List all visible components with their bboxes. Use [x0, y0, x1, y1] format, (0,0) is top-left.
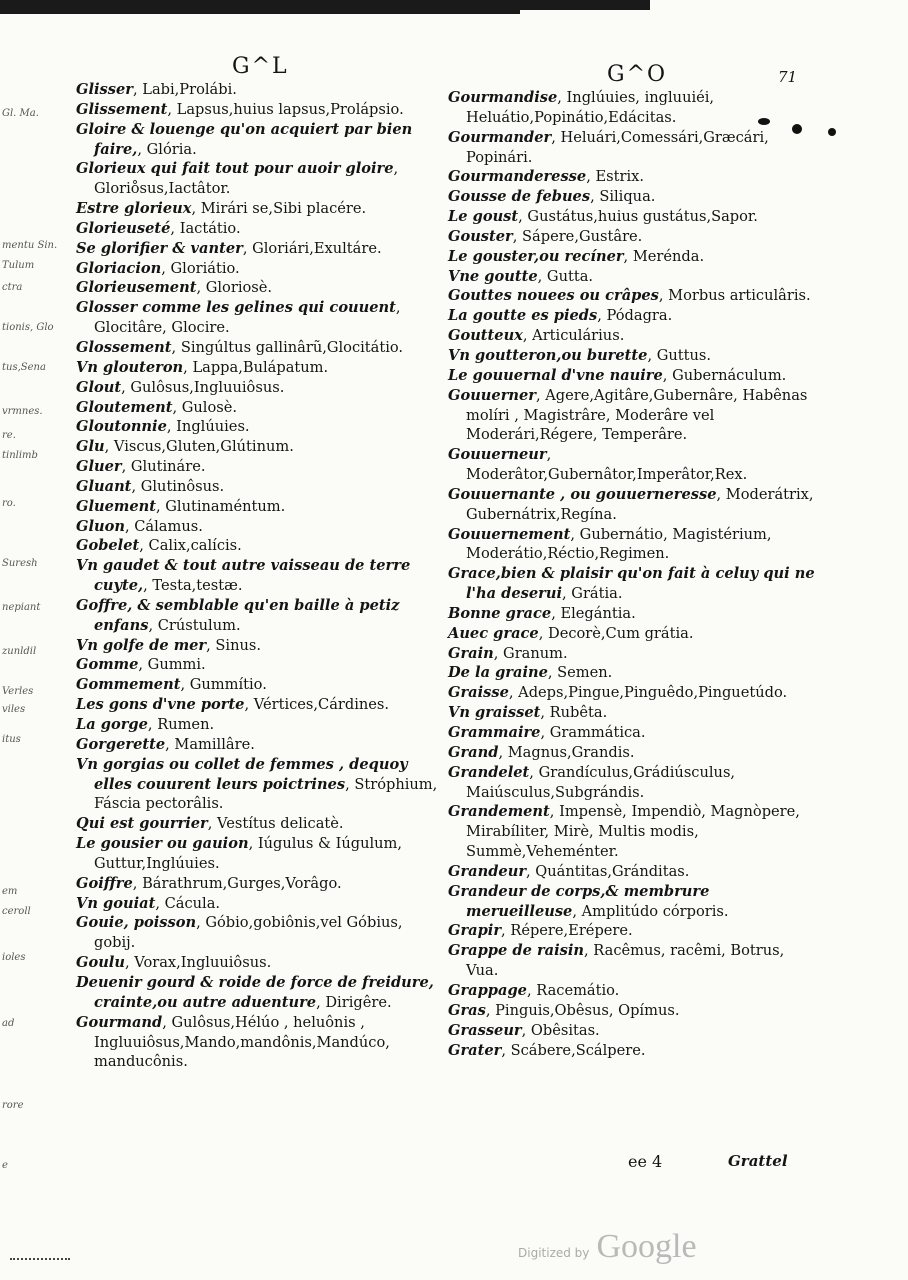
headword: Les gons d'vne porte — [76, 696, 245, 714]
running-head-left: G^L — [232, 54, 289, 79]
headword: Le gouuernal d'vne nauire — [448, 366, 663, 384]
scan-edge-shadow-2 — [520, 0, 650, 10]
dictionary-entry: Goulu, Vorax,Ingluuiôsus. — [76, 954, 272, 972]
dictionary-entry: Se glorifier & vanter, Gloriári,Exultáre. — [76, 239, 382, 257]
gutter-fragment: nepiant — [2, 602, 41, 613]
headword: Vn goutteron,ou burette — [448, 346, 648, 364]
dictionary-entry: Gluement, Glutinaméntum. — [76, 497, 286, 515]
latin-translation: Siliqua. — [599, 188, 656, 206]
latin-translation: Labi,Prolábi. — [142, 81, 237, 98]
digitized-label: Digitized by — [518, 1246, 590, 1260]
latin-translation: Glutinôsus. — [140, 477, 225, 495]
ink-blot — [828, 128, 836, 136]
latin-translation: Amplitúdo córporis. — [581, 902, 729, 920]
gutter-fragment: ad — [2, 1018, 15, 1029]
dictionary-entry: Goffre, & semblable qu'en baille à petiz enfans, Crústulum. — [76, 596, 400, 634]
gutter-fragment: Suresh — [2, 558, 38, 569]
dictionary-entry: Deuenir gourd & roide de force de freidure, crainte,ou autre aduenture, Dirigêre. — [76, 973, 434, 1011]
latin-translation: Gummi. — [147, 656, 206, 674]
gutter-fragment: ro. — [2, 498, 16, 509]
gutter-fragment: Tulum — [2, 260, 35, 271]
latin-translation: Obêsitas. — [530, 1021, 600, 1039]
headword: Auec grace — [448, 624, 539, 642]
latin-translation: Decorè,Cum grátia. — [548, 624, 694, 642]
headword: Glissement — [76, 100, 168, 118]
latin-translation: Mirári se,Sibi placére. — [200, 200, 367, 218]
headword: Glorieux qui fait tout pour auoir gloire — [76, 160, 394, 178]
dictionary-entry: Grapir, Répere,Erépere. — [448, 922, 633, 940]
headword: Grammaire — [448, 724, 541, 741]
headword: Vn graisset — [448, 704, 541, 722]
latin-translation: Viscus,Gluten,Glútinum. — [113, 438, 294, 456]
ink-blot — [758, 118, 770, 125]
latin-translation: Articulárius. — [532, 327, 625, 345]
latin-translation: Cácula. — [164, 894, 221, 912]
dictionary-entry: Vn golfe de mer, Sinus. — [76, 636, 262, 654]
headword: Gluement — [76, 497, 156, 515]
headword: Gobelet — [76, 537, 140, 555]
headword: Le gouster,ou recíner — [448, 247, 624, 265]
dictionary-entry: Gousse de febues, Siliqua. — [448, 188, 656, 206]
latin-translation: Grandículus,Grádiúsculus, Maiúsculus,Subgrándis. — [466, 763, 736, 801]
dictionary-entry: Gouuerner, Agere,Agitâre,Gubernâre, Habênas molíri , Magistrâre, Moderâre vel Moderári,Régere, Temperâre. — [448, 386, 808, 444]
latin-translation: Vértices,Cárdines. — [253, 696, 390, 714]
dictionary-entry: Gouie, poisson, Góbio,gobiônis,vel Góbius, gobij. — [76, 914, 403, 952]
headword: Grappage — [448, 981, 527, 999]
latin-translation: Adeps,Pingue,Pinguêdo,Pinguetúdo. — [518, 684, 788, 702]
headword: Bonne grace — [448, 604, 552, 622]
dictionary-entry: Goutteux, Articulárius. — [448, 327, 625, 345]
gutter-fragment: viles — [2, 704, 26, 715]
latin-translation: Crústulum. — [157, 616, 241, 634]
headword: Goutteux — [448, 327, 523, 345]
dictionary-entry: Glisser, Labi,Prolábi. — [76, 81, 237, 98]
headword: Grandeur de corps,& membrure merueilleuse — [448, 882, 710, 920]
headword: La goutte es pieds — [448, 307, 598, 325]
headword: Gloutonnie — [76, 418, 167, 436]
latin-translation: Glutinaméntum. — [165, 497, 286, 515]
latin-translation: Grátia. — [571, 585, 623, 603]
headword: Grapir — [448, 922, 502, 940]
gutter-fragment: ctra — [2, 282, 23, 293]
latin-translation: Granum. — [503, 644, 568, 662]
latin-translation: Quántitas,Gránditas. — [535, 862, 690, 880]
latin-translation: Moderâtor,Gubernâtor,Imperâtor,Rex. — [466, 466, 748, 484]
google-logo: Google — [596, 1228, 697, 1265]
latin-translation: Testa,testæ. — [152, 577, 243, 595]
dictionary-entry: Vn goutteron,ou burette, Guttus. — [448, 346, 712, 364]
headword: Grasseur — [448, 1021, 522, 1039]
dictionary-entry: Gommement, Gummítio. — [76, 676, 267, 694]
scan-edge-bottom — [10, 1258, 70, 1264]
gutter-fragment: em — [2, 886, 18, 897]
latin-translation: Lappa,Bulápatum. — [192, 358, 329, 376]
latin-translation: Gulôsus,Ingluuiôsus. — [130, 378, 285, 396]
gutter-fragment: ceroll — [2, 906, 31, 917]
latin-translation: Rumen. — [157, 716, 215, 733]
dictionary-entry: Gluer, Glutináre. — [76, 458, 206, 476]
headword: Qui est gourrier — [76, 815, 208, 833]
headword: Glosser comme les gelines qui couuent — [76, 299, 396, 317]
headword: Glossement — [76, 338, 172, 356]
dictionary-entry: Gloutonnie, Inglúuies. — [76, 418, 250, 436]
latin-translation: Gubernáculum. — [672, 366, 787, 384]
dictionary-entry: Gobelet, Calix,calícis. — [76, 537, 242, 555]
latin-translation: Semen. — [557, 664, 613, 682]
headword: Glorieusement — [76, 279, 197, 297]
latin-translation: Magnus,Grandis. — [507, 743, 635, 761]
dictionary-entry: Gomme, Gummi. — [76, 656, 206, 674]
latin-translation: Lapsus,huius lapsus,Prolápsio. — [176, 100, 404, 118]
dictionary-entry: Gouuerneur, Moderâtor,Gubernâtor,Imperâtor,Rex. — [448, 446, 748, 484]
latin-translation: Racêmus, racêmi, Botrus, Vua. — [466, 942, 785, 980]
latin-translation: Morbus articulâris. — [668, 287, 811, 305]
headword: De la graine — [448, 664, 548, 682]
headword: Vn gaudet & tout autre vaisseau de terre cuyte, — [76, 557, 411, 595]
latin-translation: Gummítio. — [189, 676, 267, 694]
dictionary-entry: La gorge, Rumen. — [76, 716, 215, 733]
dictionary-entry: Grasseur, Obêsitas. — [448, 1021, 600, 1039]
latin-translation: Moderátrix, Gubernátrix,Regína. — [466, 485, 814, 523]
headword: Gouie, poisson — [76, 914, 197, 932]
left-column — [76, 80, 438, 1072]
dictionary-entry: Grandeur, Quántitas,Gránditas. — [448, 862, 690, 880]
dictionary-entry: Gluon, Cálamus. — [76, 517, 203, 535]
gutter-fragment: vrmnes. — [2, 406, 43, 417]
dictionary-entry: Gouttes nouees ou crâpes, Morbus articulâris. — [448, 287, 811, 305]
headword: Le gousier ou gauion — [76, 835, 249, 853]
headword: Estre glorieux — [76, 200, 192, 218]
latin-translation: Estrix. — [595, 168, 644, 186]
dictionary-entry: Gloriacion, Gloriátio. — [76, 259, 240, 277]
headword: Graisse — [448, 684, 509, 702]
dictionary-entry: Gourmandise, Inglúuies, ingluuiéi, Heluátio,Popinátio,Edácitas. — [448, 89, 715, 126]
dictionary-entry: Estre glorieux, Mirári se,Sibi placére. — [76, 200, 367, 218]
dictionary-entry: Gloutement, Gulosè. — [76, 398, 238, 416]
dictionary-entry: La goutte es pieds, Pódagra. — [448, 307, 673, 325]
headword: Gouuerner — [448, 386, 536, 404]
latin-translation: Cálamus. — [134, 517, 203, 535]
latin-translation: Grammática. — [549, 724, 646, 741]
headword: Vne goutte — [448, 267, 538, 285]
gutter-fragment: e — [2, 1160, 8, 1171]
dictionary-entry: Glout, Gulôsus,Ingluuiôsus. — [76, 378, 285, 396]
headword: Glout — [76, 378, 122, 396]
dictionary-entry: Gloire & louenge qu'on acquiert par bien faire,, Glória. — [76, 120, 413, 158]
dictionary-entry: Goiffre, Bárathrum,Gurges,Vorâgo. — [76, 874, 342, 892]
headword: Gluant — [76, 477, 132, 495]
gutter-fragment: zunldil — [2, 646, 37, 657]
latin-translation: Gloriosè. — [205, 279, 273, 297]
dictionary-entry: Vn glouteron, Lappa,Bulápatum. — [76, 358, 329, 376]
headword: Gouttes nouees ou crâpes — [448, 287, 659, 305]
dictionary-entry: Gourmander, Heluári,Comessári,Græcári, Popinári. — [448, 128, 769, 166]
headword: Grappe de raisin — [448, 942, 585, 960]
dictionary-entry: Grand, Magnus,Grandis. — [448, 743, 635, 761]
dictionary-entry: Glu, Viscus,Gluten,Glútinum. — [76, 438, 294, 456]
latin-translation: Gutta. — [546, 267, 594, 285]
headword: Gloire & louenge qu'on acquiert par bien faire, — [76, 120, 413, 158]
latin-translation: Gustátus,huius gustátus,Sapor. — [527, 208, 758, 226]
dictionary-entry: Glorieux qui fait tout pour auoir gloire, Glorio̊sus,Iactâtor. — [76, 160, 399, 198]
latin-translation: Singúltus gallinârũ,Glocitátio. — [180, 338, 404, 356]
dictionary-entry: Bonne grace, Elegántia. — [448, 604, 636, 622]
gutter-fragment: itus — [2, 734, 21, 745]
headword: Vn golfe de mer — [76, 636, 207, 654]
headword: Deuenir gourd & roide de force de freidure, crainte,ou autre aduenture — [76, 973, 434, 1011]
gutter-fragment: tionis, Glo — [2, 322, 54, 333]
dictionary-entry: Les gons d'vne porte, Vértices,Cárdines. — [76, 696, 390, 714]
headword: Glorieuseté — [76, 219, 171, 237]
latin-translation: Glutináre. — [130, 458, 206, 476]
headword: Glisser — [76, 81, 133, 98]
headword: Gomme — [76, 656, 139, 674]
headword: Gouuernement — [448, 525, 571, 543]
latin-translation: Bárathrum,Gurges,Vorâgo. — [142, 874, 342, 892]
dictionary-entry: Gouuernante , ou gouuerneresse, Moderátrix, Gubernátrix,Regína. — [448, 485, 814, 523]
gutter-fragment: ioles — [2, 952, 26, 963]
headword: Goiffre — [76, 874, 133, 892]
latin-translation: Rubêta. — [549, 704, 608, 722]
gutter-fragment: mentu Sin. — [2, 240, 58, 251]
dictionary-entry: Graisse, Adeps,Pingue,Pinguêdo,Pinguetúdo. — [448, 684, 788, 702]
dictionary-entry: Gouuernement, Gubernátio, Magistérium, Moderátio,Réctio,Regimen. — [448, 525, 772, 563]
headword: Grandeur — [448, 862, 527, 880]
dictionary-entry: De la graine, Semen. — [448, 664, 613, 682]
dictionary-entry: Grandelet, Grandículus,Grádiúsculus, Maiúsculus,Subgrándis. — [448, 763, 736, 801]
dictionary-entry: Grammaire, Grammática. — [448, 724, 646, 741]
dictionary-entry: Glorieuseté, Iactátio. — [76, 219, 241, 237]
dictionary-entry: Gourmanderesse, Estrix. — [448, 168, 644, 186]
dictionary-entry: Glorieusement, Gloriosè. — [76, 279, 273, 297]
latin-translation: Gulosè. — [181, 398, 238, 416]
dictionary-entry: Le goust, Gustátus,huius gustátus,Sapor. — [448, 208, 758, 226]
latin-translation: Racemátio. — [536, 981, 620, 999]
latin-translation: Sápere,Gustâre. — [522, 227, 643, 245]
page-number: 71 — [778, 68, 798, 86]
dictionary-entry: Vn gouiat, Cácula. — [76, 894, 221, 912]
headword: Grace,bien & plaisir qu'on fait à celuy qui ne l'ha deserui — [448, 565, 815, 603]
latin-translation: Pinguis,Obêsus, Opímus. — [495, 1001, 680, 1019]
latin-translation: Gulôsus,Hélúo , heluônis , Ingluuiôsus,Mando,mandônis,Mandúco, manducônis. — [94, 1013, 390, 1071]
gutter-fragment: Verles — [2, 686, 34, 697]
dictionary-entry: Vn gorgias ou collet de femmes , dequoy elles couurent leurs poictrines, Stróphium, Fáscia pectorâlis. — [76, 755, 438, 813]
headword: Vn gorgias ou collet de femmes , dequoy elles couurent leurs poictrines — [76, 755, 408, 793]
latin-translation: Vestítus delicatè. — [217, 815, 344, 833]
dictionary-entry: Qui est gourrier, Vestítus delicatè. — [76, 815, 344, 833]
headword: Gras — [448, 1001, 486, 1019]
dictionary-entry: Le gousier ou gauion, Iúgulus & Iúgulum, Guttur,Inglúuies. — [76, 835, 403, 872]
headword: Gouuernante , ou gouuerneresse — [448, 485, 717, 503]
headword: Gluer — [76, 458, 122, 476]
dictionary-entry: Vn gaudet & tout autre vaisseau de terre cuyte,, Testa,testæ. — [76, 557, 411, 595]
latin-translation: Heluári,Comessári,Græcári, Popinári. — [466, 128, 769, 166]
dictionary-entry: Gorgerette, Mamillâre. — [76, 735, 255, 753]
dictionary-entry: Grater, Scábere,Scálpere. — [448, 1041, 646, 1059]
dictionary-entry: Le gouster,ou recíner, Merénda. — [448, 247, 705, 265]
latin-translation: Scábere,Scálpere. — [510, 1041, 646, 1059]
headword: Gommement — [76, 676, 181, 694]
latin-translation: Impensè, Impendiò, Magnòpere, Mirabíliter, Mirè, Multis modis, Summè,Veheménter. — [466, 803, 800, 861]
headword: Goulu — [76, 954, 125, 972]
gutter-fragment: Gl. Ma. — [2, 108, 39, 119]
dictionary-entry: Grappage, Racemátio. — [448, 981, 620, 999]
headword: Grand — [448, 743, 499, 761]
running-head-right: G^O — [607, 62, 668, 87]
headword: Gousse de febues — [448, 188, 591, 206]
latin-translation: Guttus. — [656, 346, 712, 364]
headword: Grandelet — [448, 763, 530, 781]
catchword: Grattel — [728, 1152, 788, 1170]
signature-mark: ee 4 — [628, 1152, 663, 1171]
dictionary-entry: Grandement, Impensè, Impendiò, Magnòpere, Mirabíliter, Mirè, Multis modis, Summè,Veheménter. — [448, 803, 800, 861]
dictionary-entry: Vn graisset, Rubêta. — [448, 704, 608, 722]
scan-edge-shadow — [0, 0, 520, 14]
right-column — [448, 88, 818, 1060]
headword: Gourmander — [448, 128, 552, 146]
gutter-fragments — [0, 100, 64, 1200]
latin-translation: Répere,Erépere. — [510, 922, 633, 940]
headword: Grandement — [448, 803, 550, 821]
latin-translation: Gloriári,Exultáre. — [252, 239, 382, 257]
headword: Gouster — [448, 227, 513, 245]
dictionary-entry: Auec grace, Decorè,Cum grátia. — [448, 624, 694, 642]
headword: Grater — [448, 1041, 502, 1059]
dictionary-entry: Grace,bien & plaisir qu'on fait à celuy qui ne l'ha deserui, Grátia. — [448, 565, 815, 603]
ink-blot — [792, 124, 802, 134]
headword: Goffre, & semblable qu'en baille à petiz enfans — [76, 596, 400, 634]
latin-translation: Glocitâre, Glocire. — [94, 319, 230, 337]
dictionary-entry: Grandeur de corps,& membrure merueilleuse, Amplitúdo córporis. — [448, 882, 729, 920]
gutter-fragment: re. — [2, 430, 16, 441]
latin-translation: Merénda. — [632, 247, 705, 265]
latin-translation: Sinus. — [215, 636, 262, 654]
headword: Vn gouiat — [76, 894, 156, 912]
headword: Grain — [448, 644, 494, 662]
latin-translation: Glória. — [146, 140, 197, 158]
headword: La gorge — [76, 716, 148, 733]
gutter-fragment: tus,Sena — [2, 362, 46, 373]
headword: Gourmand — [76, 1013, 163, 1031]
headword: Gourmandise — [448, 89, 558, 106]
latin-translation: Inglúuies. — [176, 418, 250, 436]
headword: Gluon — [76, 517, 125, 535]
dictionary-entry: Glossement, Singúltus gallinârũ,Glocitátio. — [76, 338, 404, 356]
latin-translation: Agere,Agitâre,Gubernâre, Habênas molíri , Magistrâre, Moderâre vel Moderári,Régere, Temperâre. — [466, 386, 808, 444]
headword: Gloutement — [76, 398, 173, 416]
latin-translation: Glorio̊sus,Iactâtor. — [94, 180, 231, 198]
headword: Se glorifier & vanter — [76, 239, 243, 257]
dictionary-entry: Gras, Pinguis,Obêsus, Opímus. — [448, 1001, 680, 1019]
digitized-watermark — [518, 1228, 697, 1266]
dictionary-entry: Gourmand, Gulôsus,Hélúo , heluônis , Ingluuiôsus,Mando,mandônis,Mandúco, manducônis. — [76, 1013, 390, 1071]
dictionary-entry: Gluant, Glutinôsus. — [76, 477, 225, 495]
dictionary-entry: Grappe de raisin, Racêmus, racêmi, Botrus, Vua. — [448, 942, 785, 980]
latin-translation: Mamillâre. — [174, 735, 255, 753]
latin-translation: Iúgulus & Iúgulum, Guttur,Inglúuies. — [94, 835, 403, 872]
latin-translation: Dirigêre. — [325, 993, 392, 1011]
headword: Gorgerette — [76, 735, 166, 753]
dictionary-entry: Le gouuernal d'vne nauire, Gubernáculum. — [448, 366, 787, 384]
dictionary-entry: Gouster, Sápere,Gustâre. — [448, 227, 643, 245]
headword: Gourmanderesse — [448, 168, 587, 186]
dictionary-entry: Glosser comme les gelines qui couuent, Glocitâre, Glocire. — [76, 299, 401, 337]
headword: Gouuerneur — [448, 446, 547, 464]
gutter-fragment: rore — [2, 1100, 24, 1111]
latin-translation: Pódagra. — [606, 307, 673, 325]
latin-translation: Góbio,gobiônis,vel Góbius, gobij. — [94, 914, 403, 952]
headword: Glu — [76, 438, 105, 456]
latin-translation: Vorax,Ingluuiôsus. — [134, 954, 272, 972]
latin-translation: Gloriátio. — [170, 259, 240, 277]
dictionary-entry: Grain, Granum. — [448, 644, 568, 662]
headword: Vn glouteron — [76, 358, 184, 376]
latin-translation: Calix,calícis. — [148, 537, 242, 555]
latin-translation: Stróphium, Fáscia pectorâlis. — [94, 775, 438, 813]
latin-translation: Elegántia. — [560, 604, 636, 622]
latin-translation: Iactátio. — [179, 219, 241, 237]
headword: Le goust — [448, 208, 519, 226]
headword: Gloriacion — [76, 259, 162, 277]
dictionary-entry: Glissement, Lapsus,huius lapsus,Prolápsio. — [76, 100, 404, 118]
dictionary-entry: Vne goutte, Gutta. — [448, 267, 594, 285]
latin-translation: Gubernátio, Magistérium, Moderátio,Réctio,Regimen. — [466, 525, 772, 563]
latin-translation: Inglúuies, ingluuiéi, Heluátio,Popinátio,Edácitas. — [466, 89, 715, 126]
gutter-fragment: tinlimb — [2, 450, 38, 461]
